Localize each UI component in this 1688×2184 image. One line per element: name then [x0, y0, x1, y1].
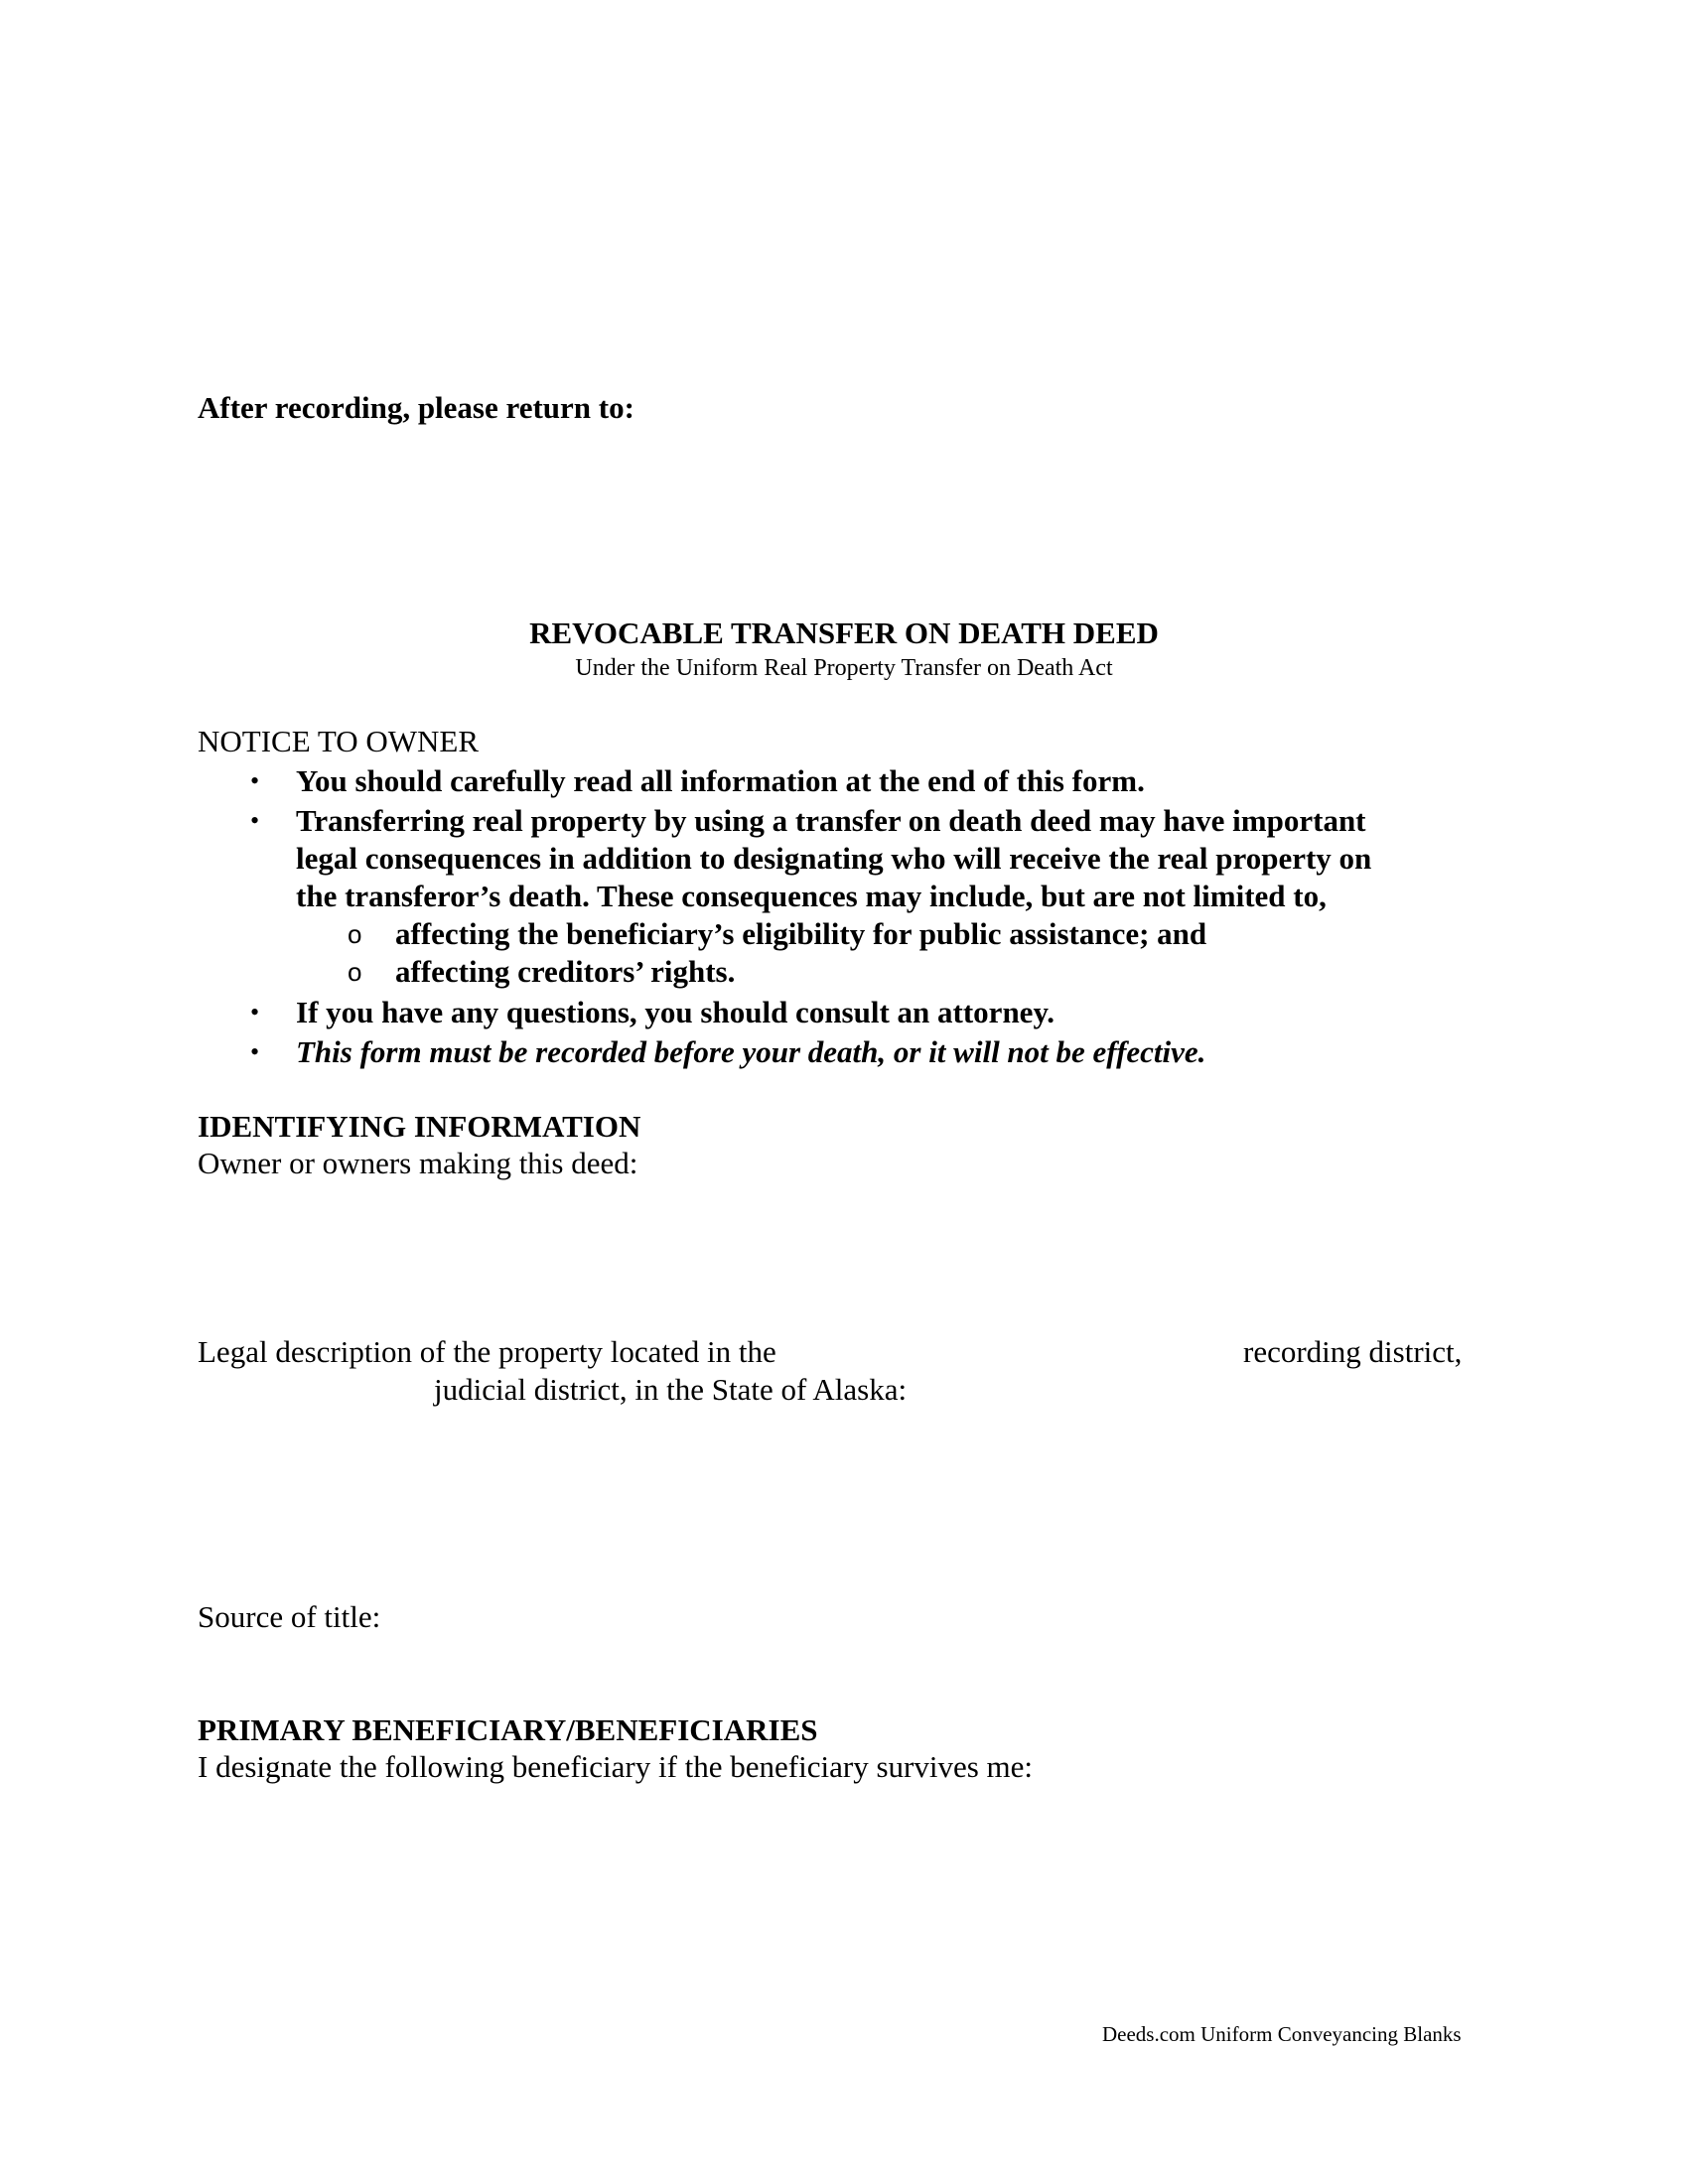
- primary-beneficiary-text: I designate the following beneficiary if the beneficiary survives me:: [198, 1749, 1033, 1784]
- circle-bullet-icon: o: [348, 957, 362, 987]
- bullet-icon: •: [250, 766, 260, 795]
- notice-item-4: This form must be recorded before your death, or it will not be effective.: [296, 1034, 1206, 1069]
- notice-item-2-line-2: legal consequences in addition to designating who will receive the real property on: [296, 841, 1372, 876]
- notice-item-3: If you have any questions, you should consult an attorney.: [296, 995, 1055, 1029]
- bullet-icon: •: [250, 998, 260, 1026]
- document-subtitle: Under the Uniform Real Property Transfer on Death Act: [575, 655, 1113, 681]
- source-of-title-label: Source of title:: [198, 1599, 381, 1634]
- footer-text: Deeds.com Uniform Conveyancing Blanks: [1102, 2022, 1462, 2046]
- notice-item-1: You should carefully read all information at the end of this form.: [296, 763, 1145, 798]
- recording-district-label: recording district,: [1243, 1334, 1463, 1369]
- notice-item-2-line-1: Transferring real property by using a transfer on death deed may have important: [296, 803, 1366, 838]
- bullet-icon: •: [250, 806, 260, 835]
- owners-label: Owner or owners making this deed:: [198, 1146, 638, 1180]
- identifying-heading: IDENTIFYING INFORMATION: [198, 1109, 641, 1144]
- document-title: REVOCABLE TRANSFER ON DEATH DEED: [529, 615, 1159, 650]
- primary-beneficiary-heading: PRIMARY BENEFICIARY/BENEFICIARIES: [198, 1712, 818, 1747]
- notice-item-2-line-3: the transferor’s death. These consequences may include, but are not limited to,: [296, 879, 1327, 913]
- notice-heading: NOTICE TO OWNER: [198, 724, 479, 758]
- notice-sub-item-1: affecting the beneficiary’s eligibility for public assistance; and: [395, 916, 1207, 951]
- bullet-icon: •: [250, 1037, 260, 1066]
- circle-bullet-icon: o: [348, 919, 362, 949]
- return-address-label: After recording, please return to:: [198, 390, 634, 425]
- legal-description-label: Legal description of the property located in the: [198, 1334, 776, 1369]
- judicial-district-label: judicial district, in the State of Alaska:: [434, 1372, 908, 1407]
- notice-sub-item-2: affecting creditors’ rights.: [395, 954, 736, 989]
